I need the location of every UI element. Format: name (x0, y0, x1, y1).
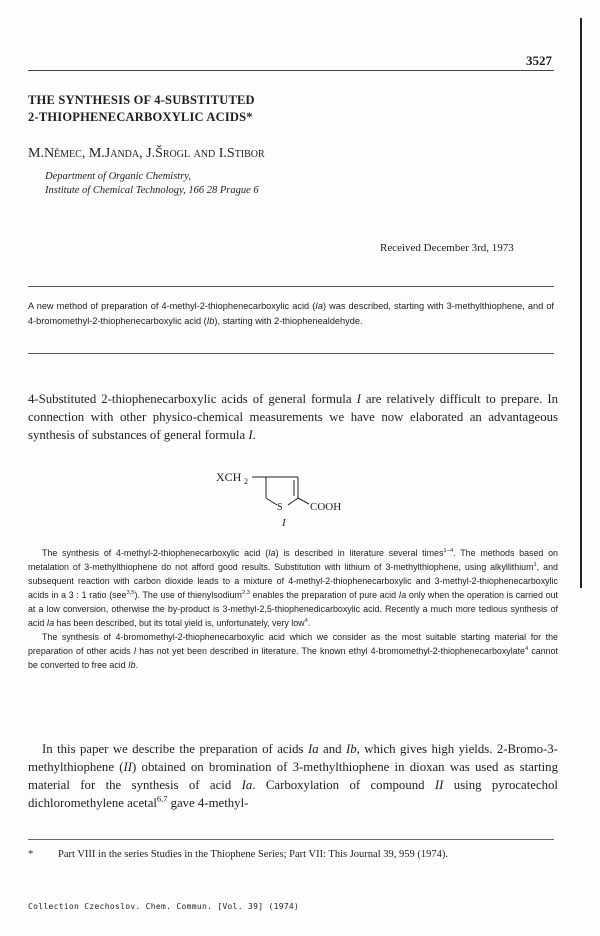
institute: Institute of Chemical Technology, 166 28 Prague 6 (45, 185, 259, 196)
small-paragraph-2: The synthesis of 4-bromomethyl-2-thiophenecarboxylic acid which we consider as the most suitable starting material for the preparation of other acids I has not yet been described in literature. The known ethyl 4-bromomethyl-2-thiophenecarboxylate$^4$ cannot be converted to free acid Ib. (28, 632, 558, 670)
structure-substituent: XCH (216, 470, 242, 484)
footnote-mark: * (28, 849, 34, 860)
article-title (28, 92, 255, 126)
authors: M.Němec, M.Janda, J.Šrogl and I.Stibor (28, 146, 265, 161)
bond-c2-s (288, 498, 298, 505)
main-paragraph: In this paper we describe the preparation of acids Ia and Ib, which gives high yields. 2-Bromo-3-methylthiophene (II) obtained on bromination of 3-methylthiophene in dioxan was used as starting material for the synthesis of acid Ia. Carboxylation of compound II using pyrocatechol dichloromethylene acetal$^{6,7}$ gave 4-methyl- (28, 742, 558, 810)
bond-c2-cooh (298, 498, 309, 504)
page-number: 3527 (526, 53, 552, 68)
running-footer: Collection Czechoslov. Chem. Commun. [Vol. 39] (1974) (28, 902, 300, 911)
affiliation (45, 170, 259, 198)
abstract: A new method of preparation of 4-methyl-2-thiophenecarboxylic acid (Ia) was described, starting with 3-methylthiophene, and of 4-bromomethyl-2-thiophenecarboxylic acid (Ib), starting with 2-thiophenealdehyde. (28, 301, 554, 326)
abstract-rule-bottom (28, 353, 554, 354)
page-edge-rule (580, 18, 582, 588)
department: Department of Organic Chemistry, (45, 171, 192, 182)
thiophene-structure (210, 468, 410, 528)
footnote-text: Part VIII in the series Studies in the Thiophene Series; Part VII: This Journal 39, 959 (1974). (58, 849, 449, 860)
structure-sulfur: S (277, 502, 283, 513)
footnote-rule (28, 839, 554, 840)
structure-label: I (282, 517, 286, 528)
received-date: Received December 3rd, 1973 (380, 242, 514, 254)
footnote (28, 847, 558, 862)
small-paragraph-1: The synthesis of 4-methyl-2-thiophenecarboxylic acid (Ia) is described in literature several times$^{1-4}$. The methods based on metalation of 3-methylthiophene do not afford good results. Substitution with lithium of 3-methylthiophene, using alkyllithium$^1$, and subsequent reaction with carbon dioxide leads to a mixture of 4-methyl-2-thiophenecarboxylic and 3-methyl-2-thiophenecarboxylic acids in a 3 : 1 ratio (see$^{3,5}$). The use of thienylsodium$^{2,3}$ enables the preparation of pure acid Ia only when the operation is carried out at a low conversion, otherwise the by-product is 3-methyl-2,5-thiophenedicarboxylic acid. Recently a much more tedious synthesis of acid Ia has been described, but its total yield is, unfortunately, very low$^4$. (28, 548, 558, 628)
structure-carboxyl: COOH (310, 501, 342, 513)
intro-paragraph: 4-Substituted 2-thiophenecarboxylic acids of general formula I are relatively difficult to prepare. In connection with other physico-chemical measurements we have now elaborated an advantageous synthesis of substances of general formula I. (28, 392, 558, 442)
title-line-1: THE SYNTHESIS OF 4-SUBSTITUTED (28, 93, 255, 107)
header-rule (28, 70, 554, 71)
bond-c5-s (266, 498, 277, 505)
literature-review (28, 546, 558, 672)
abstract-rule-top (28, 286, 554, 287)
title-line-2: 2-THIOPHENECARBOXYLIC ACIDS* (28, 110, 253, 124)
structure-substituent-subscript: 2 (244, 477, 248, 486)
